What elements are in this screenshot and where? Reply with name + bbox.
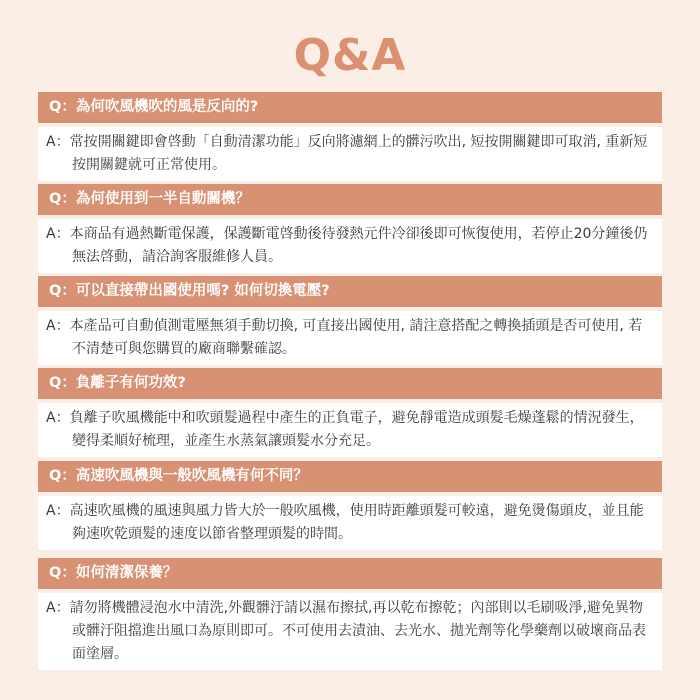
faq-question: Q：為何使用到一半自動關機？	[38, 184, 662, 215]
faq-question: Q：負離子有何功效?	[38, 368, 662, 399]
faq-item-3	[38, 276, 662, 365]
page-title: Q&A	[293, 30, 407, 81]
faq-question: Q：高速吹風機與一般吹風機有何不同？	[38, 461, 662, 492]
faq-answer: A：本商品有過熱斷電保護，保護斷電啓動後待發熱元件冷卻後即可恢復使用，若停止20分鐘後仍無法啓動，請洽詢客服維修人員。	[38, 219, 662, 273]
faq-answer: A：高速吹風機的風速與風力皆大於一般吹風機，使用時距離頭髮可較遠，避免燙傷頭皮，並且能夠速吹乾頭髮的速度以節省整理頭髮的時間。	[38, 496, 662, 550]
faq-answer: A：負離子吹風機能中和吹頭髮過程中產生的正負電子，避免靜電造成頭髮毛燥蓬鬆的情況發生，變得柔順好梳理，並產生水蒸氣讓頭髮水分充足。	[38, 403, 662, 457]
faq-question: Q：為何吹風機吹的風是反向的?	[38, 92, 662, 123]
faq-question: Q：可以直接帶出國使用嗎? 如何切換電壓?	[38, 276, 662, 307]
faq-item-2	[38, 184, 662, 273]
faq-answer: A：本產品可自動偵測電壓無須手動切換, 可直接出國使用, 請注意搭配之轉換插頭是否可使用, 若不清楚可與您購買的廠商聯繫確認。	[38, 311, 662, 365]
faq-item-6	[38, 558, 662, 670]
faq-item-4	[38, 368, 662, 457]
faq-answer: A：常按開關鍵即會啓動「自動清潔功能」反向將濾網上的髒污吹出, 短按開關鍵即可取消, 重新短按開關鍵就可正常使用。	[38, 127, 662, 181]
faq-answer: A：請勿將機體浸泡水中清洗,外觀髒汙請以濕布擦拭,再以乾布擦乾；內部則以毛刷吸淨,避免異物或髒汙阻擋進出風口為原則即可。不可使用去漬油、去光水、拋光劑等化學藥劑以破壞商品表面塗層。	[38, 593, 662, 670]
faq-question: Q：如何清潔保養？	[38, 558, 662, 589]
faq-item-1	[38, 92, 662, 181]
faq-item-5	[38, 461, 662, 550]
